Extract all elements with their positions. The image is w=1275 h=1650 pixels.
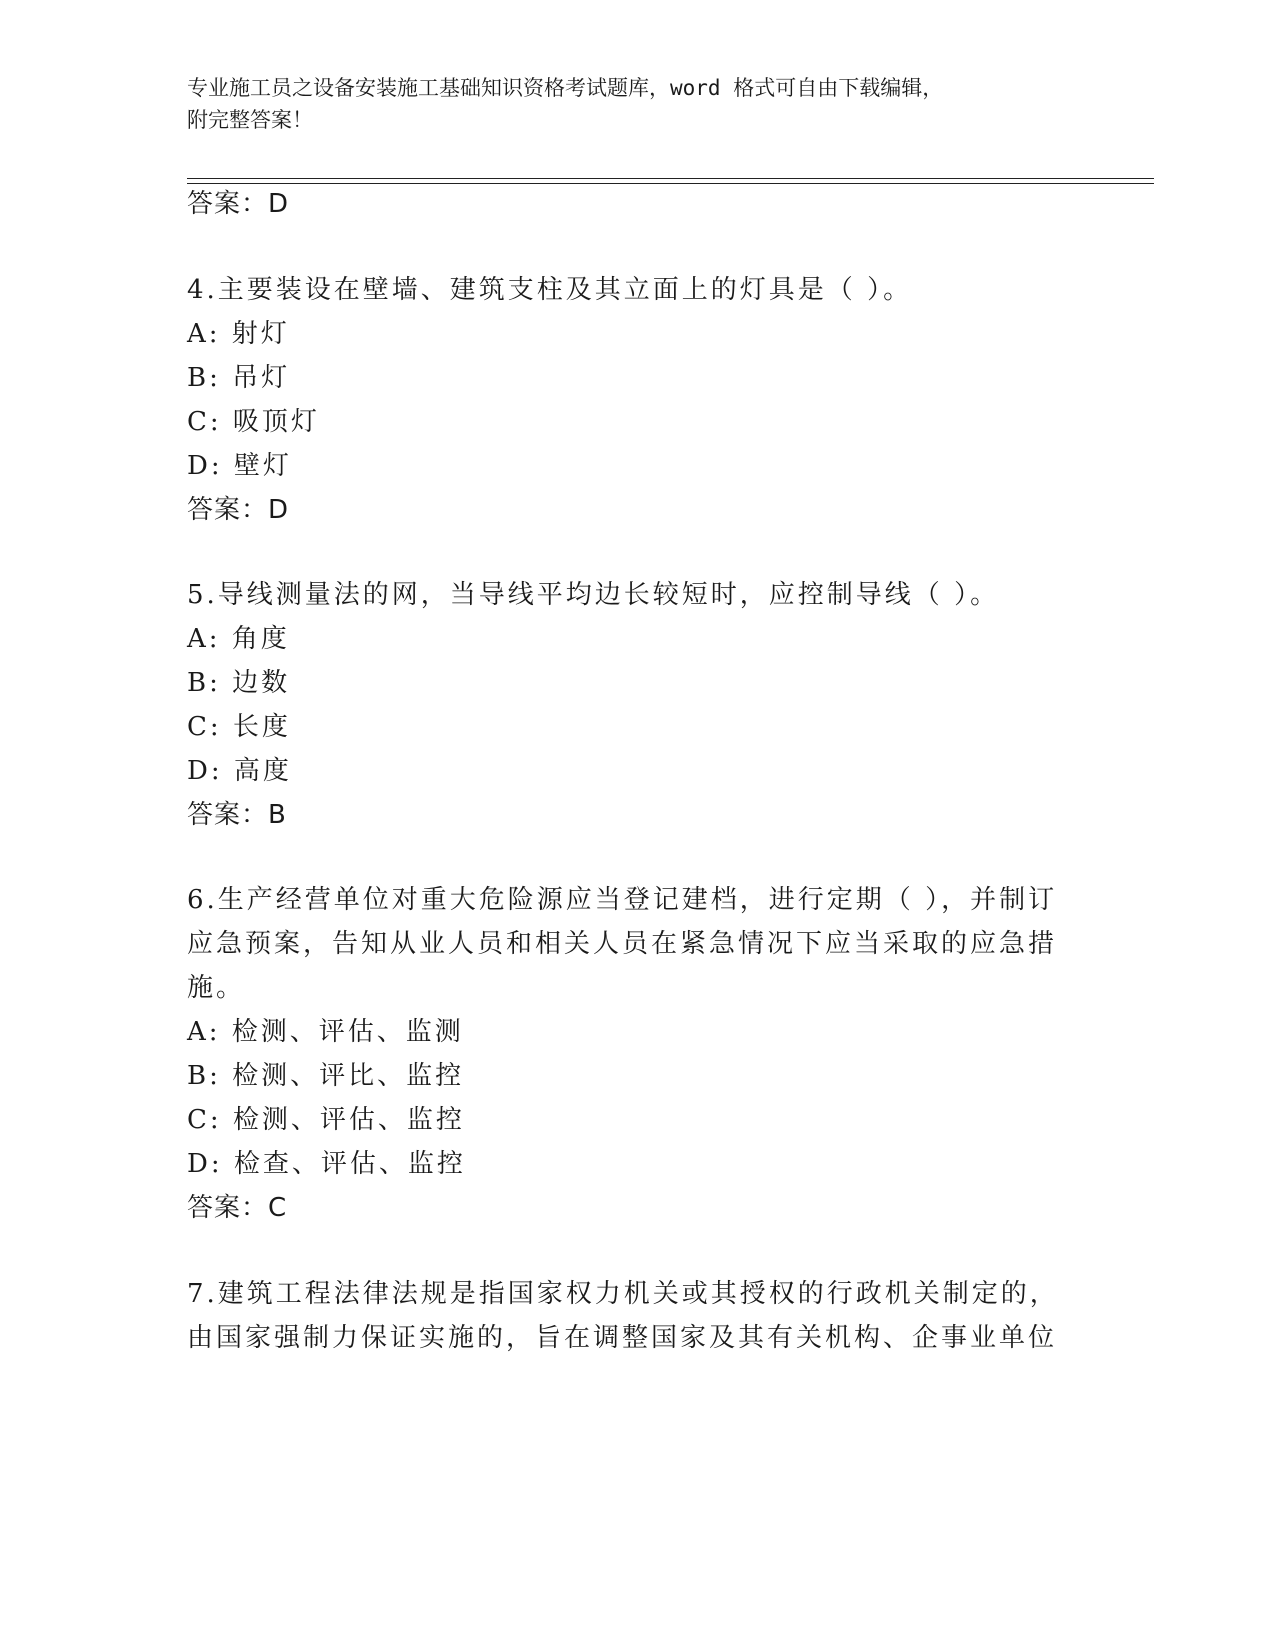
question-6-option-d: D: 检查、评估、监控 [187, 1149, 466, 1179]
question-6-stem-line-1: 6.生产经营单位对重大危险源应当登记建档，进行定期（ ），并制订 [187, 885, 1058, 915]
question-4-option-d: D: 壁灯 [187, 451, 292, 481]
header-rule-top [187, 178, 1154, 179]
document-header [187, 72, 1087, 136]
header-rule-bottom [187, 183, 1154, 184]
question-6-option-a: A: 检测、评估、监测 [187, 1017, 464, 1047]
header-line-1: 专业施工员之设备安装施工基础知识资格考试题库，word 格式可自由下载编辑， [187, 76, 944, 100]
question-4-option-a: A: 射灯 [187, 319, 290, 349]
question-5-option-a: A: 角度 [187, 624, 290, 654]
header-line-2: 附完整答案！ [187, 108, 313, 132]
question-6-option-c: C: 检测、评估、监控 [187, 1105, 465, 1135]
question-5-stem: 5.导线测量法的网，当导线平均边长较短时，应控制导线（ ）。 [187, 580, 1000, 610]
question-7-stem-line-1: 7.建筑工程法律法规是指国家权力机关或其授权的行政机关制定的， [187, 1279, 1059, 1309]
question-4-answer: 答案：D [187, 495, 290, 525]
question-7-stem-line-2: 由国家强制力保证实施的，旨在调整国家及其有关机构、企事业单位 [187, 1323, 1058, 1353]
question-5-option-d: D: 高度 [187, 756, 292, 786]
question-4-option-c: C: 吸顶灯 [187, 407, 320, 437]
question-6-answer: 答案：C [187, 1193, 288, 1223]
question-4-stem: 4.主要装设在壁墙、建筑支柱及其立面上的灯具是（ ）。 [187, 275, 913, 305]
question-6-stem-line-2: 应急预案，告知从业人员和相关人员在紧急情况下应当采取的应急措 [187, 929, 1058, 959]
question-5-option-c: C: 长度 [187, 712, 291, 742]
question-5-answer: 答案：B [187, 800, 287, 830]
question-6-option-b: B: 检测、评比、监控 [187, 1061, 465, 1091]
question-6-stem-line-3: 施。 [187, 973, 246, 1003]
previous-answer: 答案：D [187, 189, 290, 219]
question-4-option-b: B: 吊灯 [187, 363, 291, 393]
question-5-option-b: B: 边数 [187, 668, 291, 698]
